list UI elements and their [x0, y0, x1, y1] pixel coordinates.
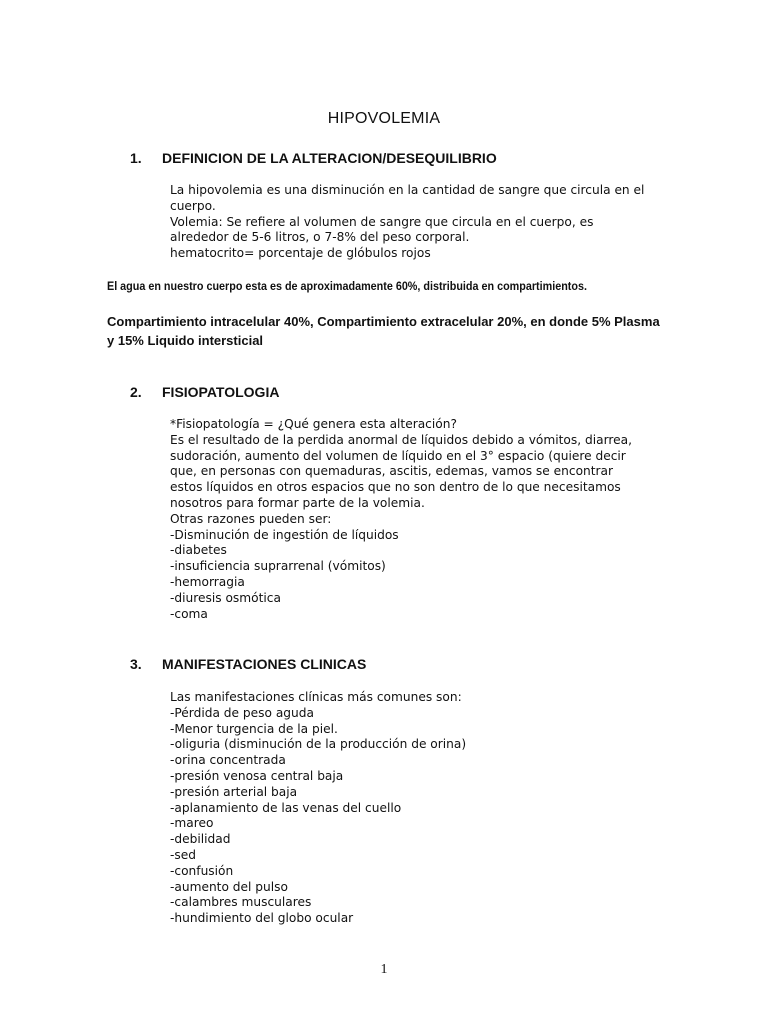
section-3-line: -mareo — [170, 816, 214, 831]
section-2-number: 2. — [130, 384, 142, 400]
section-3-line: -sed — [170, 847, 196, 862]
section-3-heading — [130, 656, 366, 672]
section-1-number: 1. — [130, 150, 142, 166]
section-3-line: -calambres musculares — [170, 895, 312, 910]
section-3-title: MANIFESTACIONES CLINICAS — [162, 656, 367, 672]
section-1-line: La hipovolemia es una disminución en la cantidad de sangre que circula en el — [170, 183, 645, 197]
section-2-line: -diuresis osmótica — [170, 590, 281, 605]
section-1-line: alrededor de 5-6 litros, o 7-8% del peso corporal. — [170, 230, 470, 245]
section-1-line: Volemia: Se refiere al volumen de sangre que circula en el cuerpo, es — [170, 214, 594, 229]
section-3-line: -aplanamiento de las venas del cuello — [170, 800, 402, 815]
section-3-line: -debilidad — [170, 832, 231, 847]
section-3-line: -oliguria (disminución de la producción de orina) — [170, 737, 467, 752]
section-2-line: nosotros para formar parte de la volemia. — [170, 495, 425, 510]
section-2-title: FISIOPATOLOGIA — [162, 384, 280, 400]
compartments-note: Compartimiento intracelular 40%, Compartimiento extracelular 20%, en donde 5% Plasma y 15% Liquido intersticial — [107, 314, 660, 348]
section-3-line: -presión arterial baja — [170, 784, 298, 799]
section-3-line: -aumento del pulso — [170, 879, 288, 894]
section-2-line: sudoración, aumento del volumen de líquido en el 3° espacio (quiere decir — [170, 448, 626, 463]
section-1-line: cuerpo. — [170, 198, 216, 213]
section-2-line: -diabetes — [170, 543, 227, 558]
section-2-line: *Fisiopatología = ¿Qué genera esta alteración? — [170, 417, 457, 431]
section-3-number: 3. — [130, 656, 142, 672]
section-2-line: que, en personas con quemaduras, ascitis, edemas, vamos se encontrar — [170, 464, 614, 479]
section-2-line: -Disminución de ingestión de líquidos — [170, 527, 399, 542]
section-2-body — [170, 417, 632, 622]
section-1-heading — [130, 150, 497, 166]
section-1-body — [170, 183, 644, 262]
section-3-line: -presión venosa central baja — [170, 768, 344, 783]
section-3-line: -confusión — [170, 863, 234, 878]
section-2-line: -coma — [170, 606, 208, 621]
water-note: El agua en nuestro cuerpo esta es de aproximadamente 60%, distribuida en compartimientos. — [107, 280, 587, 293]
section-3-line: -Pérdida de peso aguda — [170, 705, 314, 720]
section-1-line: hematocrito= porcentaje de glóbulos rojos — [170, 246, 431, 261]
section-3-line: Las manifestaciones clínicas más comunes son: — [170, 690, 462, 704]
page-number: 1 — [380, 962, 388, 977]
section-2-line: estos líquidos en otros espacios que no son dentro de lo que necesitamos — [170, 480, 621, 495]
document-title: HIPOVOLEMIA — [327, 110, 441, 127]
section-2-line: -hemorragia — [170, 574, 245, 589]
section-3-body — [170, 690, 466, 927]
section-2-heading — [130, 384, 279, 400]
section-2-line: Otras razones pueden ser: — [170, 511, 332, 526]
section-3-line: -Menor turgencia de la piel. — [170, 721, 338, 736]
section-2-line: Es el resultado de la perdida anormal de líquidos debido a vómitos, diarrea, — [170, 432, 632, 447]
section-2-line: -insuficiencia suprarrenal (vómitos) — [170, 559, 386, 574]
section-3-line: -hundimiento del globo ocular — [170, 911, 354, 926]
section-3-line: -orina concentrada — [170, 753, 286, 768]
section-1-title: DEFINICION DE LA ALTERACION/DESEQUILIBRIO — [162, 150, 497, 166]
